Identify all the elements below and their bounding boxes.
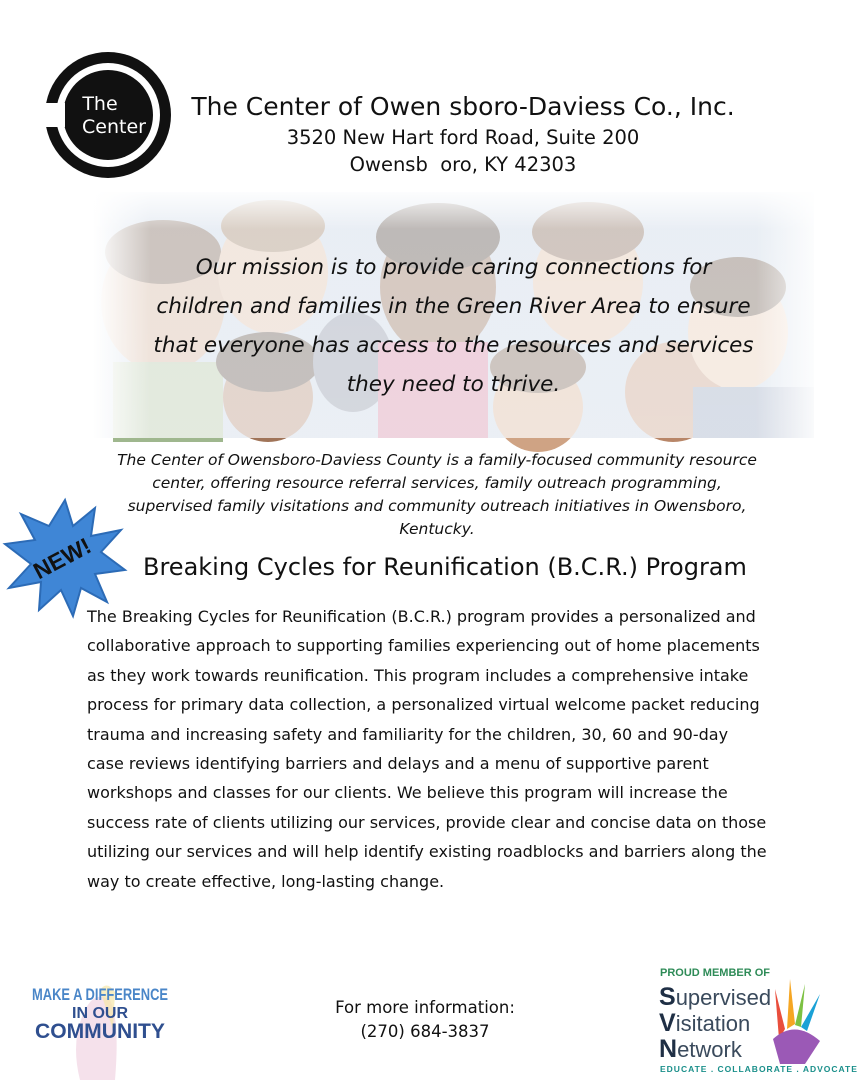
program-title: Breaking Cycles for Reunification (B.C.R.) Program — [143, 553, 747, 581]
about-paragraph: The Center of Owensboro-Daviess County is a family-focused community resource center, offering resource referral services, family outreach programming, supervised family visitations and community outreach initiatives in Owensboro, Kentucky. — [117, 451, 757, 538]
svn-line-network — [659, 1037, 742, 1062]
org-header — [178, 90, 748, 178]
svn-initial-v: V — [659, 1009, 676, 1037]
contact-phone: (270) 684-3837 — [360, 1022, 490, 1041]
svn-line-supervised — [659, 985, 771, 1010]
contact-label: For more information: — [335, 998, 515, 1017]
svn-proud-member: PROUD MEMBER OF — [660, 967, 770, 979]
logo-text-line1: The — [82, 93, 118, 115]
logo-line-in-our: IN OUR — [72, 1005, 128, 1022]
logo-text-line2: Center — [82, 116, 146, 138]
svn-initial-s: S — [659, 983, 676, 1011]
org-name: The Center of Owen sboro-Daviess Co., Inc. — [191, 92, 735, 121]
svn-initial-n: N — [659, 1035, 678, 1063]
svn-word-network: etwork — [677, 1037, 742, 1062]
logo-line-community: COMMUNITY — [35, 1020, 165, 1043]
mission-statement: Our mission is to provide caring connections for children and families in the Green River Area to ensure that everyone has access to the resources and services they need to thrive. — [153, 255, 754, 397]
mission-hero — [93, 192, 814, 438]
address-line2: Owensb oro, KY 42303 — [349, 153, 577, 176]
colorful-hands-icon — [765, 969, 825, 1069]
program-description: The Breaking Cycles for Reunification (B.C.R.) program provides a personalized and collaborative approach to supporting families experiencing out of home placements as they work towards reunification. This program includes a comprehensive intake process for primary data collection, a personalized virtual welcome packet reducing trauma and increasing safety and familiarity for the children, 30, 60 and 90-day case reviews identifying barriers and delays and a menu of supportive parent workshops and classes for our clients. We believe this program will increase the success rate of clients utilizing our services, provide clear and concise data on those utilizing our services and will help identify existing roadblocks and barriers along the way to create effective, long-lasting change. — [87, 607, 767, 891]
address-line1: 3520 New Hart ford Road, Suite 200 — [286, 126, 640, 149]
badge-text: NEW! — [28, 532, 96, 585]
svn-word-visitation: isitation — [675, 1011, 751, 1036]
make-a-difference-logo — [25, 970, 175, 1082]
logo-line-difference: MAKE A DIFFERENCE — [32, 985, 168, 1004]
svn-line-visitation — [659, 1011, 750, 1036]
svn-word-supervised: upervised — [675, 985, 772, 1010]
svn-tagline: EDUCATE . COLLABORATE . ADVOCATE — [660, 1064, 858, 1074]
center-logo — [43, 50, 173, 180]
svn-logo — [655, 963, 858, 1078]
contact-info — [325, 996, 525, 1044]
